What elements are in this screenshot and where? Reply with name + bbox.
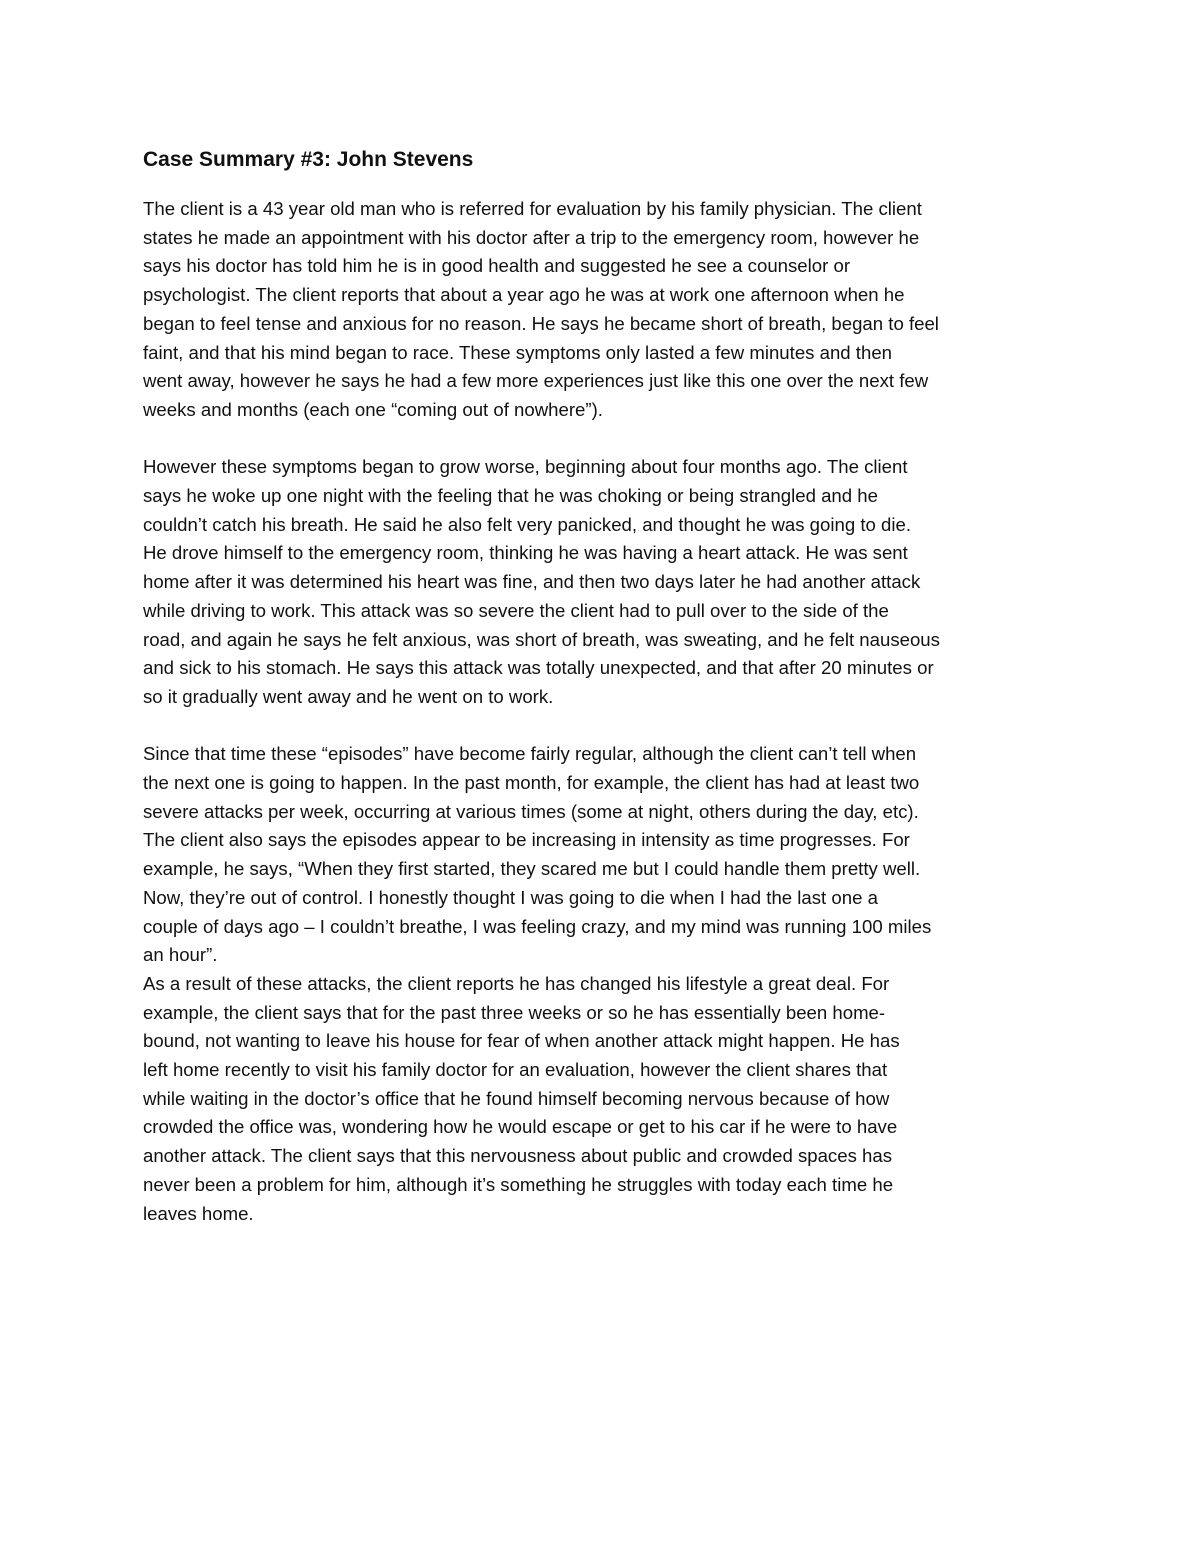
paragraph [143, 740, 1063, 970]
text-line: crowded the office was, wondering how he would escape or get to his car if he were to have [143, 1116, 898, 1138]
text-line: never been a problem for him, although it’s something he struggles with today each time he [143, 1173, 894, 1195]
text-line: couple of days ago – I couldn’t breathe, I was feeling crazy, and my mind was running 100 miles [143, 915, 932, 937]
text-line: leaves home. [143, 1202, 254, 1224]
text-line: The client is a 43 year old man who is referred for evaluation by his family physician. The client [143, 198, 922, 219]
text-line: weeks and months (each one “coming out of nowhere”). [143, 398, 603, 420]
text-line: the next one is going to happen. In the past month, for example, the client has had at least two [143, 772, 920, 794]
text-line: says his doctor has told him he is in good health and suggested he see a counselor or [143, 255, 851, 277]
text-line: Now, they’re out of control. I honestly thought I was going to die when I had the last one a [143, 886, 878, 908]
paragraph [143, 195, 1063, 425]
text-line: He drove himself to the emergency room, thinking he was having a heart attack. He was sent [143, 542, 908, 564]
text-line: example, he says, “When they first started, they scared me but I could handle them pretty well. [143, 858, 921, 880]
text-line: another attack. The client says that this nervousness about public and crowded spaces has [143, 1145, 893, 1167]
text-line: while waiting in the doctor’s office that he found himself becoming nervous because of how [143, 1087, 890, 1109]
paragraph [143, 453, 1063, 711]
text-line: says he woke up one night with the feeling that he was choking or being strangled and he [143, 485, 878, 507]
text-line: Since that time these “episodes” have become fairly regular, although the client can’t tell when [143, 743, 917, 765]
text-line: couldn’t catch his breath. He said he also felt very panicked, and thought he was going to die. [143, 513, 911, 535]
text-line: so it gradually went away and he went on to work. [143, 685, 554, 707]
text-line: road, and again he says he felt anxious, was short of breath, was sweating, and he felt nauseous [143, 628, 940, 650]
text-line: and sick to his stomach. He says this attack was totally unexpected, and that after 20 minutes or [143, 657, 934, 679]
document-title: Case Summary #3: John Stevens [143, 148, 474, 171]
paragraph [143, 970, 1063, 1228]
text-line: example, the client says that for the past three weeks or so he has essentially been home- [143, 1001, 886, 1023]
text-line: bound, not wanting to leave his house for fear of when another attack might happen. He has [143, 1030, 900, 1052]
text-line: began to feel tense and anxious for no reason. He says he became short of breath, began to feel [143, 312, 939, 334]
text-line: left home recently to visit his family doctor for an evaluation, however the client shares that [143, 1059, 888, 1081]
document-page [143, 146, 1063, 1228]
text-line: states he made an appointment with his doctor after a trip to the emergency room, however he [143, 226, 920, 248]
text-line: As a result of these attacks, the client reports he has changed his lifestyle a great deal. For [143, 972, 890, 994]
text-line: However these symptoms began to grow worse, beginning about four months ago. The client [143, 456, 908, 478]
document-body [143, 195, 1063, 1228]
text-line: went away, however he says he had a few more experiences just like this one over the next few [143, 370, 929, 392]
text-line: an hour”. [143, 944, 218, 966]
text-line: while driving to work. This attack was so severe the client had to pull over to the side of the [143, 599, 889, 621]
text-line: faint, and that his mind began to race. These symptoms only lasted a few minutes and then [143, 341, 892, 363]
text-line: The client also says the episodes appear to be increasing in intensity as time progresses. For [143, 829, 910, 851]
text-line: psychologist. The client reports that about a year ago he was at work one afternoon when he [143, 284, 905, 306]
text-line: severe attacks per week, occurring at various times (some at night, others during the day, etc). [143, 800, 919, 822]
text-line: home after it was determined his heart was fine, and then two days later he had another attack [143, 571, 921, 593]
